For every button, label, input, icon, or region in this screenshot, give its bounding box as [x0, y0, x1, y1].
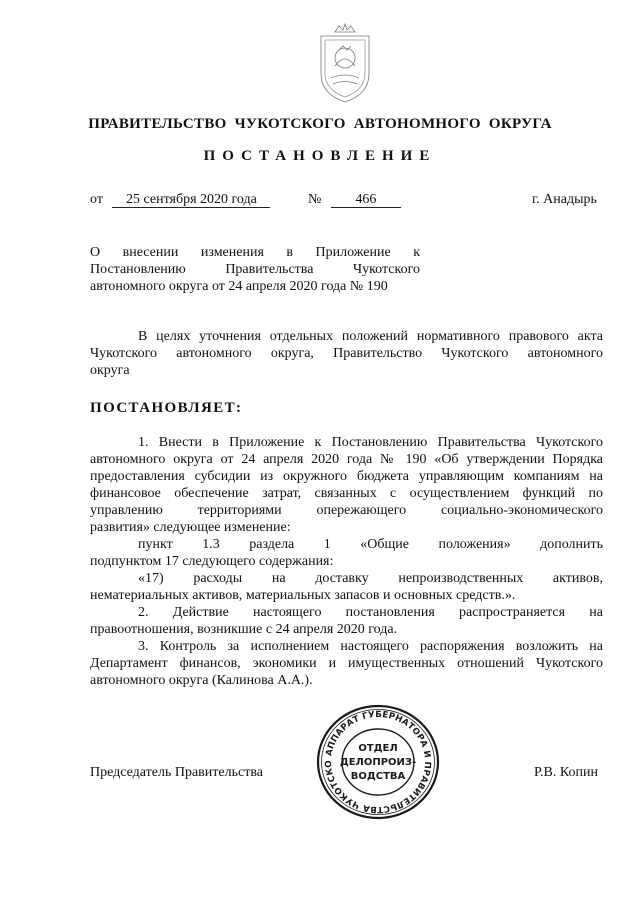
item-1-paragraph: [90, 434, 603, 604]
from-label: от: [90, 192, 103, 207]
item-line: пункт 1.3 раздела 1 «Общие положения» дополнить: [138, 537, 603, 552]
resolves-heading: ПОСТАНОВЛЯЕТ:: [90, 400, 243, 416]
stamp-ring-text: АППАРАТ ГУБЕРНАТОРА И ПРАВИТЕЛЬСТВА ЧУКОТСКО: [323, 709, 433, 815]
item-2-paragraph: [90, 604, 603, 638]
stamp-center-line: ОТДЕЛ: [358, 743, 398, 754]
office-stamp: [316, 704, 440, 820]
document-number: 466: [331, 192, 401, 208]
item-line: 3. Контроль за исполнением настоящего распоряжения возложить на: [138, 639, 603, 654]
item-line: 1. Внести в Приложение к Постановлению Правительства Чукотского: [138, 435, 603, 450]
preamble-line: В целях уточнения отдельных положений нормативного правового акта: [138, 329, 603, 344]
stamp-center-line: ДЕЛОПРОИЗ-: [339, 757, 417, 768]
preamble-line: округа: [90, 363, 130, 378]
coat-of-arms-icon: [313, 22, 377, 106]
document-subject: [90, 244, 420, 295]
round-stamp-icon: [316, 704, 440, 820]
item-line: автономного округа от 24 апреля 2020 года № 190 «Об утверждении Порядка: [90, 452, 603, 467]
item-3-paragraph: [90, 638, 603, 689]
subject-line: автономного округа от 24 апреля 2020 года № 190: [90, 279, 388, 294]
government-title: ПРАВИТЕЛЬСТВО ЧУКОТСКОГО АВТОНОМНОГО ОКРУГА: [88, 116, 552, 132]
stamp-center-line: ВОДСТВА: [350, 771, 406, 782]
coat-of-arms-emblem: [313, 22, 377, 106]
city-label: г. Анадырь: [532, 192, 597, 207]
date-field: [90, 192, 270, 208]
item-line: подпунктом 17 следующего содержания:: [90, 554, 334, 569]
item-line: предоставления субсидии из окружного бюджета управляющим компаниям на: [90, 469, 603, 484]
preamble-paragraph: [90, 328, 603, 379]
item-line: автономного округа (Калинова А.А.).: [90, 673, 313, 688]
item-line: развития» следующее изменение:: [90, 520, 291, 535]
signatory-position: Председатель Правительства: [90, 765, 263, 780]
item-line: «17) расходы на доставку непроизводственных активов,: [138, 571, 603, 586]
signatory-name: Р.В. Копин: [534, 765, 598, 780]
document-date: 25 сентября 2020 года: [112, 192, 270, 208]
number-field: [308, 192, 401, 208]
item-line: финансовое обеспечение затрат, связанных с осуществлением функций по: [90, 486, 603, 501]
document-type-heading: ПОСТАНОВЛЕНИЕ: [203, 148, 437, 164]
item-line: 2. Действие настоящего постановления распространяется на: [138, 605, 603, 620]
preamble-line: Чукотского автономного округа, Правительство Чукотского автономного: [90, 346, 603, 361]
item-line: правоотношения, возникшие с 24 апреля 2020 года.: [90, 622, 398, 637]
item-line: управлению территориями опережающего социально-экономического: [90, 503, 603, 518]
item-line: Департамент финансов, экономики и имущественных отношений Чукотского: [90, 656, 603, 671]
subject-line: Постановлению Правительства Чукотского: [90, 262, 420, 277]
item-line: нематериальных активов, материальных запасов и основных средств.».: [90, 588, 516, 603]
subject-line: О внесении изменения в Приложение к: [90, 245, 420, 260]
number-label: №: [308, 192, 322, 207]
